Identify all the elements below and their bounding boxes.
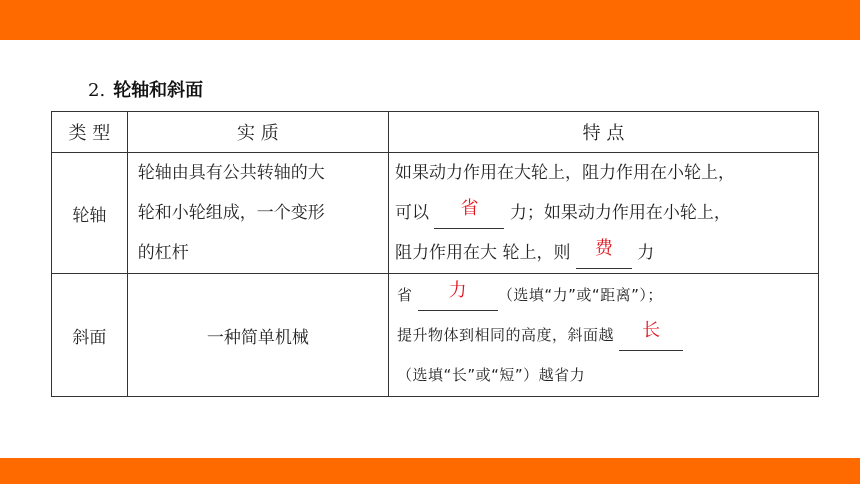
- section-title: 轮轴和斜面: [113, 80, 204, 101]
- header-essence: 实 质: [127, 112, 388, 153]
- feature-text: （选填“力”或“距离”）；: [497, 286, 663, 304]
- answer-text: 省: [460, 198, 479, 219]
- fill-blank: [418, 280, 498, 311]
- comparison-table: [51, 111, 819, 397]
- bottom-banner: [0, 458, 860, 484]
- table-row: [52, 274, 819, 397]
- feature-text: 力: [631, 243, 655, 263]
- feature-line: 如果动力作用在大轮上，阻力作用在小轮上，: [395, 163, 736, 183]
- feature-line: [395, 193, 818, 233]
- header-type: 类 型: [52, 112, 128, 153]
- row-feature-cell: [389, 153, 819, 274]
- section-number: 2.: [88, 80, 106, 101]
- row-essence-cell: [127, 153, 388, 274]
- answer-text: 力: [448, 280, 468, 301]
- top-banner: [0, 0, 860, 40]
- fill-blank: [576, 238, 632, 269]
- row-essence-cell: 一种简单机械: [127, 274, 388, 397]
- feature-line: [397, 275, 818, 315]
- feature-text: 可以: [395, 203, 435, 223]
- row-type-cell: 斜面: [52, 274, 128, 397]
- essence-line: 轮轴由具有公共转轴的大: [137, 163, 325, 183]
- row-feature-cell: [389, 274, 819, 397]
- row-type-cell: 轮轴: [52, 153, 128, 274]
- fill-blank: [619, 320, 683, 351]
- feature-text: 提升物体到相同的高度，斜面越: [397, 326, 620, 344]
- feature-line: （选填“长”或“短”）越省力: [397, 366, 586, 384]
- feature-line: [397, 315, 818, 355]
- feature-text: 省: [397, 286, 418, 304]
- fill-blank: [434, 198, 504, 229]
- essence-line: 轮和小轮组成，一个变形: [137, 203, 325, 223]
- table-row: [52, 153, 819, 274]
- section-heading: [88, 76, 203, 102]
- answer-text: 长: [642, 320, 661, 341]
- answer-text: 费: [594, 238, 613, 259]
- feature-text: 力；如果动力作用在小轮上，: [504, 203, 731, 223]
- feature-line: [395, 233, 818, 273]
- essence-line: 的杠杆: [137, 243, 189, 263]
- feature-text: 阻力作用在大 轮上，则: [395, 243, 576, 263]
- header-features: 特 点: [389, 112, 819, 153]
- table-header-row: [52, 112, 819, 153]
